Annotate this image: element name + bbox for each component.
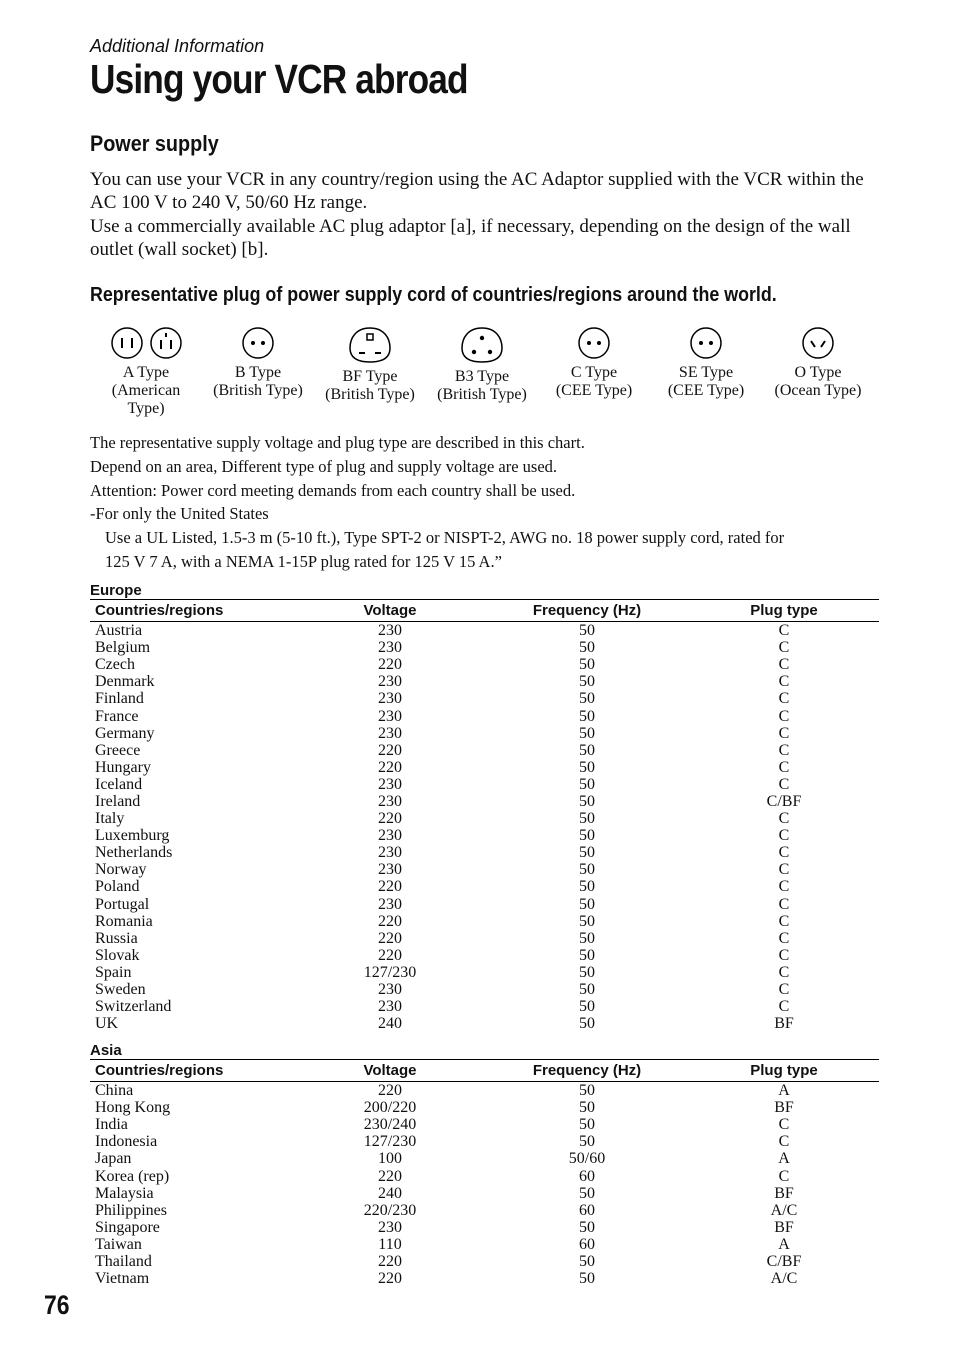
frequency-cell: 50	[579, 998, 595, 1016]
plug-type-cell: C	[778, 810, 790, 828]
voltage-cell: 230	[378, 1218, 402, 1236]
plug-type-cell: A	[778, 1150, 790, 1168]
country-cell: Hungary	[95, 758, 151, 776]
plug-type-cell: C	[778, 707, 790, 725]
plug-type-cell: A	[778, 1082, 790, 1100]
column-header-country: Countries/regions	[95, 602, 224, 619]
country-cell: Portugal	[95, 895, 150, 913]
table-row	[90, 656, 879, 673]
note-line-2: Depend on an area, Different type of plug and supply voltage are used.	[90, 457, 558, 476]
plug-type-cell: C	[778, 673, 790, 691]
plug-type-cell: C	[778, 895, 790, 913]
voltage-cell: 220	[378, 1252, 402, 1270]
plug-type-cell: A/C	[770, 1270, 798, 1288]
voltage-cell: 220	[378, 912, 402, 930]
frequency-cell: 50	[579, 1252, 595, 1270]
column-header-frequency: Frequency (Hz)	[532, 602, 642, 619]
europe-table	[90, 582, 879, 1032]
table-header	[90, 1059, 879, 1082]
country-cell: Czech	[95, 656, 135, 674]
frequency-cell: 50	[579, 1099, 595, 1117]
country-cell: Malaysia	[95, 1184, 154, 1202]
country-cell: Philippines	[95, 1201, 168, 1219]
plug-type-se	[650, 326, 762, 400]
frequency-cell: 60	[579, 1201, 595, 1219]
table-row	[90, 1167, 879, 1184]
frequency-cell: 50	[579, 639, 595, 657]
region-label: Europe	[90, 582, 142, 599]
country-cell: Sweden	[95, 981, 146, 999]
frequency-cell: 50	[579, 946, 595, 964]
plug-type-b3	[426, 326, 538, 404]
frequency-cell: 50	[579, 792, 595, 810]
table-row	[90, 1270, 879, 1287]
plug-name: C Type	[570, 364, 618, 381]
plug-name: O Type	[794, 364, 842, 381]
plug-type-cell: C	[778, 1133, 790, 1151]
frequency-cell: 50	[579, 707, 595, 725]
voltage-cell: 220	[378, 878, 402, 896]
country-cell: Finland	[95, 690, 144, 708]
country-cell: Korea (rep)	[95, 1167, 170, 1185]
table-body	[90, 622, 879, 1032]
country-cell: Norway	[95, 861, 147, 879]
table-row	[90, 673, 879, 690]
voltage-cell: 230	[378, 981, 402, 999]
frequency-cell: 50	[579, 810, 595, 828]
plug-desc: (British Type)	[213, 382, 303, 399]
country-cell: Japan	[95, 1150, 132, 1168]
table-row	[90, 1082, 879, 1099]
country-cell: Greece	[95, 741, 141, 759]
table-row	[90, 622, 879, 639]
column-header-plug-type: Plug type	[750, 602, 818, 619]
note-line-5: Use a UL Listed, 1.5-3 m (5-10 ft.), Type SPT-2 or NISPT-2, AWG no. 18 power supply cord, rated for	[105, 528, 785, 547]
frequency-cell: 50	[579, 1270, 595, 1288]
table-row	[90, 1253, 879, 1270]
table-row	[90, 964, 879, 981]
voltage-cell: 220	[378, 741, 402, 759]
column-header-country: Countries/regions	[95, 1062, 224, 1079]
voltage-cell: 230	[378, 775, 402, 793]
frequency-cell: 50	[579, 912, 595, 930]
table-row	[90, 759, 879, 776]
frequency-cell: 50	[579, 1184, 595, 1202]
c-type-plug-icon	[576, 326, 612, 360]
frequency-cell: 50	[579, 673, 595, 691]
table-row	[90, 776, 879, 793]
country-cell: Luxemburg	[95, 827, 170, 845]
voltage-cell: 220	[378, 656, 402, 674]
plug-type-cell: C	[778, 639, 790, 657]
column-header-voltage: Voltage	[363, 1062, 417, 1079]
plug-type-cell: C	[778, 656, 790, 674]
plug-name: B Type	[234, 364, 282, 381]
frequency-cell: 50	[579, 895, 595, 913]
voltage-cell: 230	[378, 844, 402, 862]
voltage-cell: 230	[378, 639, 402, 657]
page-number: 76	[44, 1290, 70, 1320]
voltage-cell: 230	[378, 792, 402, 810]
plug-type-cell: C	[778, 929, 790, 947]
asia-table	[90, 1042, 879, 1287]
plug-type-cell: C	[778, 912, 790, 930]
plug-type-b	[202, 326, 314, 400]
voltage-cell: 240	[378, 1184, 402, 1202]
table-row	[90, 1015, 879, 1032]
table-row	[90, 810, 879, 827]
table-row	[90, 639, 879, 656]
plug-desc: (CEE Type)	[555, 382, 633, 399]
plug-types-heading: Representative plug of power supply cord of countries/regions around the world.	[90, 283, 777, 306]
plug-type-cell: BF	[774, 1099, 794, 1117]
country-cell: India	[95, 1116, 128, 1134]
country-cell: Belgium	[95, 639, 151, 657]
frequency-cell: 50	[579, 690, 595, 708]
plug-type-cell: C	[778, 724, 790, 742]
voltage-cell: 127/230	[363, 963, 417, 981]
plug-type-cell: C	[778, 827, 790, 845]
frequency-cell: 50	[579, 1133, 595, 1151]
table-row	[90, 1219, 879, 1236]
voltage-cell: 127/230	[363, 1133, 417, 1151]
plug-type-o	[762, 326, 874, 400]
country-cell: Spain	[95, 963, 132, 981]
note-line-6: 125 V 7 A, with a NEMA 1-15P plug rated for 125 V 15 A.”	[105, 552, 502, 571]
page-title: Using your VCR abroad	[90, 56, 468, 102]
table-header	[90, 599, 879, 622]
plug-type-c	[538, 326, 650, 400]
country-cell: Thailand	[95, 1252, 152, 1270]
column-header-voltage: Voltage	[363, 602, 417, 619]
frequency-cell: 50	[579, 1116, 595, 1134]
plug-type-cell: C	[778, 1116, 790, 1134]
voltage-cell: 240	[378, 1015, 402, 1033]
country-cell: Slovak	[95, 946, 140, 964]
plug-type-cell: C	[778, 775, 790, 793]
table-row	[90, 690, 879, 707]
table-row	[90, 913, 879, 930]
voltage-cell: 220	[378, 810, 402, 828]
plug-type-cell: C	[778, 1167, 790, 1185]
table-row	[90, 1150, 879, 1167]
region-label: Asia	[90, 1042, 122, 1059]
plug-type-cell: C	[778, 741, 790, 759]
section-label: Additional Information	[90, 36, 265, 56]
frequency-cell: 50	[579, 758, 595, 776]
note-line-1: The representative supply voltage and plug type are described in this chart.	[90, 433, 585, 452]
country-cell: Austria	[95, 622, 143, 640]
country-cell: Switzerland	[95, 998, 172, 1016]
country-cell: China	[95, 1082, 134, 1100]
table-body	[90, 1082, 879, 1287]
voltage-cell: 100	[378, 1150, 402, 1168]
plug-name: SE Type	[678, 364, 734, 381]
table-row	[90, 896, 879, 913]
country-cell: Poland	[95, 878, 140, 896]
plug-type-cell: C	[778, 758, 790, 776]
voltage-cell: 230	[378, 690, 402, 708]
plug-desc: (British Type)	[437, 386, 527, 403]
frequency-cell: 50	[579, 724, 595, 742]
plug-type-cell: C	[778, 622, 790, 640]
bf-type-plug-icon	[346, 326, 394, 364]
se-type-plug-icon	[688, 326, 724, 360]
table-row	[90, 981, 879, 998]
country-cell: UK	[95, 1015, 119, 1033]
plug-name: BF Type	[342, 368, 398, 385]
plug-type-cell: C	[778, 878, 790, 896]
table-row	[90, 1202, 879, 1219]
voltage-cell: 230	[378, 827, 402, 845]
frequency-cell: 50	[579, 861, 595, 879]
table-row	[90, 844, 879, 861]
plug-type-cell: BF	[774, 1218, 794, 1236]
country-cell: Iceland	[95, 775, 143, 793]
frequency-cell: 60	[579, 1235, 595, 1253]
voltage-cell: 220	[378, 758, 402, 776]
plug-desc: (CEE Type)	[667, 382, 745, 399]
plug-type-cell: C/BF	[766, 792, 802, 810]
b-type-plug-icon	[240, 326, 276, 360]
country-cell: Germany	[95, 724, 155, 742]
table-row	[90, 947, 879, 964]
frequency-cell: 50	[579, 981, 595, 999]
plug-type-cell: BF	[774, 1015, 794, 1033]
plug-type-cell: C	[778, 690, 790, 708]
voltage-cell: 220	[378, 1270, 402, 1288]
voltage-cell: 230	[378, 861, 402, 879]
table-row	[90, 861, 879, 878]
frequency-cell: 50	[579, 741, 595, 759]
plug-type-cell: BF	[774, 1184, 794, 1202]
plug-type-bf	[314, 326, 426, 404]
frequency-cell: 60	[579, 1167, 595, 1185]
frequency-cell: 50	[579, 656, 595, 674]
power-supply-paragraph-1: You can use your VCR in any country/region using the AC Adaptor supplied with the VCR within the AC 100 V to 240 V, 50/60 Hz range.	[90, 169, 864, 213]
table-row	[90, 1099, 879, 1116]
plug-type-cell: A/C	[770, 1201, 798, 1219]
plug-types-row	[90, 326, 880, 426]
plug-type-cell: C	[778, 861, 790, 879]
country-cell: Romania	[95, 912, 153, 930]
frequency-cell: 50/60	[568, 1150, 606, 1168]
country-cell: Vietnam	[95, 1270, 150, 1288]
country-cell: Taiwan	[95, 1235, 142, 1253]
table-row	[90, 1133, 879, 1150]
frequency-cell: 50	[579, 775, 595, 793]
frequency-cell: 50	[579, 1015, 595, 1033]
country-cell: Indonesia	[95, 1133, 158, 1151]
voltage-cell: 230/240	[363, 1116, 417, 1134]
country-cell: Denmark	[95, 673, 155, 691]
frequency-cell: 50	[579, 844, 595, 862]
country-cell: Italy	[95, 810, 125, 828]
table-row	[90, 793, 879, 810]
note-line-4: -For only the United States	[90, 504, 269, 523]
plug-type-cell: C	[778, 963, 790, 981]
voltage-cell: 230	[378, 707, 402, 725]
frequency-cell: 50	[579, 1082, 595, 1100]
plug-desc: (British Type)	[325, 386, 415, 403]
voltage-cell: 230	[378, 895, 402, 913]
plug-type-cell: C/BF	[766, 1252, 802, 1270]
plug-desc-cont: Type)	[127, 400, 165, 417]
table-row	[90, 878, 879, 895]
plug-type-cell: C	[778, 946, 790, 964]
voltage-cell: 220	[378, 929, 402, 947]
frequency-cell: 50	[579, 827, 595, 845]
column-header-frequency: Frequency (Hz)	[532, 1062, 642, 1079]
plug-type-cell: C	[778, 844, 790, 862]
table-row	[90, 1116, 879, 1133]
table-row	[90, 1236, 879, 1253]
country-cell: Singapore	[95, 1218, 160, 1236]
column-header-plug-type: Plug type	[750, 1062, 818, 1079]
plug-type-cell: C	[778, 981, 790, 999]
o-type-plug-icon	[800, 326, 836, 360]
table-row	[90, 930, 879, 947]
plug-desc: (American	[111, 382, 181, 399]
table-row	[90, 707, 879, 724]
country-cell: Ireland	[95, 792, 141, 810]
plug-name: A Type	[122, 364, 170, 381]
power-supply-heading: Power supply	[90, 131, 219, 156]
voltage-cell: 230	[378, 673, 402, 691]
voltage-cell: 220	[378, 1082, 402, 1100]
country-cell: Netherlands	[95, 844, 173, 862]
voltage-cell: 230	[378, 622, 402, 640]
plug-type-a	[90, 326, 202, 418]
table-row	[90, 1185, 879, 1202]
voltage-cell: 230	[378, 998, 402, 1016]
a-type-plug-icon	[106, 326, 186, 360]
note-line-3: Attention: Power cord meeting demands from each country shall be used.	[90, 481, 576, 500]
table-row	[90, 725, 879, 742]
plug-type-cell: C	[778, 998, 790, 1016]
plug-desc: (Ocean Type)	[774, 382, 862, 399]
power-supply-paragraph-2: Use a commercially available AC plug adaptor [a], if necessary, depending on the design of the wall outlet (wall socket) [b].	[90, 216, 851, 260]
table-row	[90, 827, 879, 844]
frequency-cell: 50	[579, 929, 595, 947]
voltage-cell: 220	[378, 946, 402, 964]
country-cell: Russia	[95, 929, 138, 947]
frequency-cell: 50	[579, 1218, 595, 1236]
frequency-cell: 50	[579, 622, 595, 640]
voltage-cell: 220	[378, 1167, 402, 1185]
plug-name: B3 Type	[454, 368, 510, 385]
plug-type-cell: A	[778, 1235, 790, 1253]
table-row	[90, 742, 879, 759]
frequency-cell: 50	[579, 963, 595, 981]
frequency-cell: 50	[579, 878, 595, 896]
voltage-cell: 230	[378, 724, 402, 742]
voltage-cell: 110	[378, 1235, 402, 1253]
b3-type-plug-icon	[458, 326, 506, 364]
country-cell: France	[95, 707, 139, 725]
country-cell: Hong Kong	[95, 1099, 171, 1117]
voltage-cell: 220/230	[363, 1201, 417, 1219]
voltage-cell: 200/220	[363, 1099, 417, 1117]
table-row	[90, 998, 879, 1015]
